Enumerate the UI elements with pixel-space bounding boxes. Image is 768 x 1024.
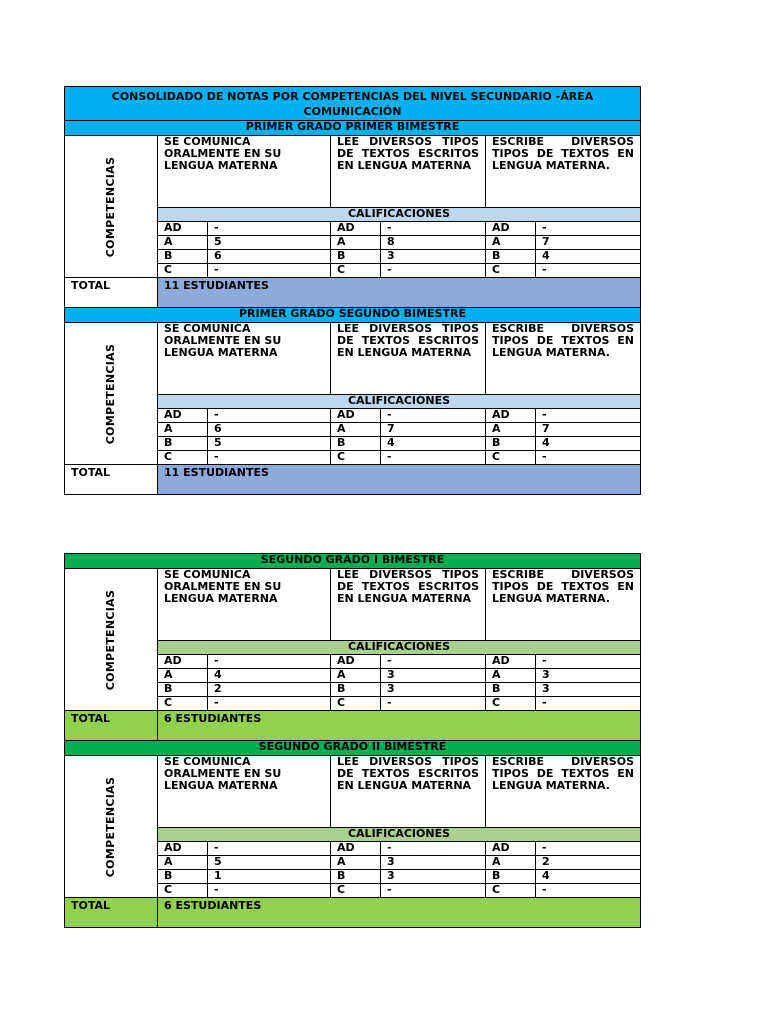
count-cell: - bbox=[208, 264, 331, 278]
count-cell: 8 bbox=[381, 236, 486, 250]
grade-cell: A bbox=[158, 423, 208, 437]
competency-writing: ESCRIBE DIVERSOS TIPOS DE TEXTOS EN LENGUA MATERNA. bbox=[486, 136, 641, 208]
grade-cell: AD bbox=[331, 222, 381, 236]
count-cell: 3 bbox=[536, 683, 641, 697]
competency-oral: SE COMUNICA ORALMENTE EN SU LENGUA MATERNA bbox=[158, 756, 331, 828]
count-cell: - bbox=[536, 842, 641, 856]
grade-cell: B bbox=[331, 437, 381, 451]
grade-cell: A bbox=[331, 423, 381, 437]
count-cell: - bbox=[208, 655, 331, 669]
total-value: 11 ESTUDIANTES bbox=[158, 278, 641, 308]
grade-cell: AD bbox=[486, 409, 536, 423]
count-cell: - bbox=[536, 655, 641, 669]
count-cell: 4 bbox=[381, 437, 486, 451]
count-cell: - bbox=[536, 451, 641, 465]
section-title: PRIMER GRADO SEGUNDO BIMESTRE bbox=[65, 308, 641, 323]
second-grade-table bbox=[64, 553, 641, 928]
grade-cell: B bbox=[158, 250, 208, 264]
count-cell: - bbox=[381, 222, 486, 236]
count-cell: 5 bbox=[208, 856, 331, 870]
competency-reading: LEE DIVERSOS TIPOS DE TEXTOS ESCRITOS EN LENGUA MATERNA bbox=[331, 756, 486, 828]
grade-cell: C bbox=[331, 451, 381, 465]
competencias-label: COMPETENCIAS bbox=[65, 136, 158, 278]
count-cell: - bbox=[381, 451, 486, 465]
count-cell: 5 bbox=[208, 437, 331, 451]
section-title: SEGUNDO GRADO II BIMESTRE bbox=[65, 741, 641, 756]
grade-cell: AD bbox=[158, 409, 208, 423]
grade-cell: B bbox=[158, 437, 208, 451]
grade-cell: C bbox=[486, 697, 536, 711]
grade-cell: C bbox=[486, 451, 536, 465]
count-cell: 3 bbox=[381, 870, 486, 884]
main-title: CONSOLIDADO DE NOTAS POR COMPETENCIAS DEL NIVEL SECUNDARIO -ÁREA COMUNICACIÓN bbox=[65, 87, 641, 121]
section-title: SEGUNDO GRADO I BIMESTRE bbox=[65, 554, 641, 569]
competency-writing: ESCRIBE DIVERSOS TIPOS DE TEXTOS EN LENGUA MATERNA. bbox=[486, 569, 641, 641]
grade-cell: AD bbox=[158, 655, 208, 669]
grade-cell: A bbox=[486, 669, 536, 683]
count-cell: 3 bbox=[381, 669, 486, 683]
competency-writing: ESCRIBE DIVERSOS TIPOS DE TEXTOS EN LENGUA MATERNA. bbox=[486, 756, 641, 828]
count-cell: - bbox=[536, 884, 641, 898]
competency-oral: SE COMUNICA ORALMENTE EN SU LENGUA MATERNA bbox=[158, 136, 331, 208]
grade-cell: AD bbox=[331, 655, 381, 669]
grade-cell: C bbox=[331, 884, 381, 898]
competencias-label: COMPETENCIAS bbox=[65, 756, 158, 898]
grade-cell: A bbox=[486, 236, 536, 250]
count-cell: - bbox=[208, 409, 331, 423]
grade-cell: AD bbox=[486, 842, 536, 856]
count-cell: 4 bbox=[536, 437, 641, 451]
competency-reading: LEE DIVERSOS TIPOS DE TEXTOS ESCRITOS EN LENGUA MATERNA bbox=[331, 136, 486, 208]
count-cell: - bbox=[381, 697, 486, 711]
grade-cell: C bbox=[486, 884, 536, 898]
count-cell: 4 bbox=[536, 870, 641, 884]
first-grade-table bbox=[64, 86, 641, 495]
competencias-label: COMPETENCIAS bbox=[65, 569, 158, 711]
grade-cell: AD bbox=[158, 842, 208, 856]
grade-cell: A bbox=[331, 856, 381, 870]
total-value: 6 ESTUDIANTES bbox=[158, 711, 641, 741]
grade-cell: B bbox=[486, 683, 536, 697]
total-value: 11 ESTUDIANTES bbox=[158, 465, 641, 495]
count-cell: - bbox=[208, 884, 331, 898]
competency-oral: SE COMUNICA ORALMENTE EN SU LENGUA MATERNA bbox=[158, 569, 331, 641]
grade-cell: C bbox=[158, 451, 208, 465]
count-cell: 4 bbox=[536, 250, 641, 264]
section-title: PRIMER GRADO PRIMER BIMESTRE bbox=[65, 121, 641, 136]
grade-cell: B bbox=[158, 870, 208, 884]
grade-cell: C bbox=[158, 264, 208, 278]
count-cell: 7 bbox=[536, 236, 641, 250]
count-cell: 3 bbox=[381, 856, 486, 870]
competency-oral: SE COMUNICA ORALMENTE EN SU LENGUA MATERNA bbox=[158, 323, 331, 395]
count-cell: - bbox=[381, 884, 486, 898]
grade-cell: AD bbox=[331, 409, 381, 423]
count-cell: - bbox=[381, 655, 486, 669]
count-cell: - bbox=[208, 222, 331, 236]
grade-cell: A bbox=[158, 856, 208, 870]
competency-reading: LEE DIVERSOS TIPOS DE TEXTOS ESCRITOS EN LENGUA MATERNA bbox=[331, 323, 486, 395]
grade-cell: A bbox=[331, 669, 381, 683]
count-cell: 7 bbox=[381, 423, 486, 437]
count-cell: - bbox=[536, 409, 641, 423]
grade-cell: C bbox=[331, 264, 381, 278]
count-cell: 1 bbox=[208, 870, 331, 884]
count-cell: 3 bbox=[381, 683, 486, 697]
grade-cell: B bbox=[158, 683, 208, 697]
grade-cell: C bbox=[331, 697, 381, 711]
count-cell: - bbox=[208, 697, 331, 711]
calificaciones-header: CALIFICACIONES bbox=[158, 828, 641, 842]
count-cell: 2 bbox=[208, 683, 331, 697]
total-value: 6 ESTUDIANTES bbox=[158, 898, 641, 928]
count-cell: 2 bbox=[536, 856, 641, 870]
grade-cell: AD bbox=[486, 655, 536, 669]
count-cell: 4 bbox=[208, 669, 331, 683]
calificaciones-header: CALIFICACIONES bbox=[158, 395, 641, 409]
count-cell: - bbox=[381, 409, 486, 423]
total-label: TOTAL bbox=[65, 278, 158, 308]
grade-cell: B bbox=[486, 870, 536, 884]
count-cell: - bbox=[536, 697, 641, 711]
grade-cell: C bbox=[158, 884, 208, 898]
count-cell: - bbox=[536, 222, 641, 236]
count-cell: - bbox=[208, 842, 331, 856]
count-cell: - bbox=[536, 264, 641, 278]
grade-cell: A bbox=[158, 669, 208, 683]
total-label: TOTAL bbox=[65, 898, 158, 928]
grade-cell: A bbox=[486, 423, 536, 437]
grade-cell: B bbox=[486, 250, 536, 264]
competency-reading: LEE DIVERSOS TIPOS DE TEXTOS ESCRITOS EN LENGUA MATERNA bbox=[331, 569, 486, 641]
grade-cell: B bbox=[331, 683, 381, 697]
grade-cell: A bbox=[158, 236, 208, 250]
grade-cell: AD bbox=[486, 222, 536, 236]
count-cell: - bbox=[381, 842, 486, 856]
count-cell: 7 bbox=[536, 423, 641, 437]
total-label: TOTAL bbox=[65, 465, 158, 495]
grade-cell: A bbox=[486, 856, 536, 870]
grade-cell: B bbox=[331, 250, 381, 264]
count-cell: 6 bbox=[208, 423, 331, 437]
grade-cell: A bbox=[331, 236, 381, 250]
grade-cell: C bbox=[158, 697, 208, 711]
count-cell: 3 bbox=[381, 250, 486, 264]
grade-cell: AD bbox=[158, 222, 208, 236]
count-cell: 5 bbox=[208, 236, 331, 250]
count-cell: 6 bbox=[208, 250, 331, 264]
calificaciones-header: CALIFICACIONES bbox=[158, 641, 641, 655]
total-label: TOTAL bbox=[65, 711, 158, 741]
count-cell: - bbox=[208, 451, 331, 465]
competencias-label: COMPETENCIAS bbox=[65, 323, 158, 465]
calificaciones-header: CALIFICACIONES bbox=[158, 208, 641, 222]
grade-cell: AD bbox=[331, 842, 381, 856]
count-cell: - bbox=[381, 264, 486, 278]
grade-cell: B bbox=[486, 437, 536, 451]
count-cell: 3 bbox=[536, 669, 641, 683]
competency-writing: ESCRIBE DIVERSOS TIPOS DE TEXTOS EN LENGUA MATERNA. bbox=[486, 323, 641, 395]
grade-cell: B bbox=[331, 870, 381, 884]
grade-cell: C bbox=[486, 264, 536, 278]
